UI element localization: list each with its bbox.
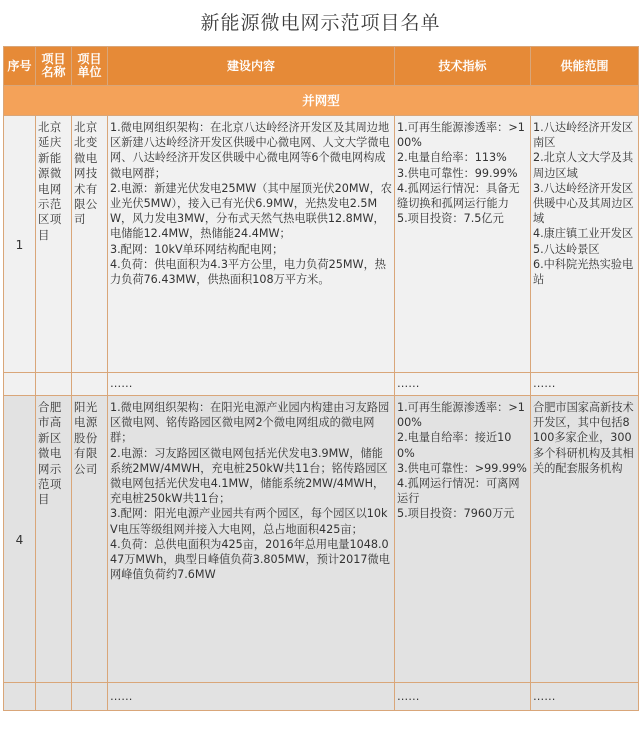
project-scope bbox=[531, 396, 639, 683]
project-name: 北京延庆新能源微电网示范区项目 bbox=[36, 116, 72, 373]
project-unit: 阳光电源股份有限公司 bbox=[72, 396, 108, 683]
header-content: 建设内容 bbox=[108, 47, 395, 86]
ellipsis: …… bbox=[531, 683, 639, 711]
ellipsis: …… bbox=[531, 373, 639, 396]
row-number: 1 bbox=[4, 116, 36, 373]
tech-line: 4.孤网运行情况：具备无缝切换和孤网运行能力 bbox=[397, 181, 520, 211]
content-line: 2.电源：新建光伏发电25MW（其中屋顶光伏20MW，农业光伏5MW），接入已有光伏6.9MW，光热发电2.5MW，风力发电3MW，分布式天然气热电联供12.8MW，电储能12.4MW，热储能24.4MW； bbox=[110, 181, 392, 241]
table-row bbox=[4, 116, 639, 373]
project-unit: 北京北变微电网技术有限公司 bbox=[72, 116, 108, 373]
ellipsis-row bbox=[4, 373, 639, 396]
ellipsis: …… bbox=[395, 683, 531, 711]
scope-line: 5.八达岭景区 bbox=[533, 242, 600, 256]
content-line: 2.电源：习友路园区微电网包括光伏发电3.9MW，储能系统2MW/4MWH，充电桩250kW共11台；铭传路园区微电网包括光伏发电4.1MW，储能系统2MW/4MWH，充电桩250kW共11台； bbox=[110, 446, 388, 506]
content-line: 1.微电网组织架构：在北京八达岭经济开发区及其周边地区新建八达岭经济开发区供暖中心微电网、人文大学微电网、八达岭经济开发区供暖中心微电网等6个微电网构成微电网群； bbox=[110, 121, 390, 180]
ellipsis: …… bbox=[108, 373, 395, 396]
tech-line: 1.可再生能源渗透率：>100% bbox=[397, 121, 525, 150]
scope-line: 6.中科院光热实验电站 bbox=[533, 257, 634, 287]
table-header-row bbox=[4, 47, 639, 86]
content-line: 1.微电网组织架构：在阳光电源产业园内构建由习友路园区微电网、铭传路园区微电网2个微电网组成的微电网群； bbox=[110, 401, 390, 445]
content-line: 3.配网：阳光电源产业园共有两个园区，每个园区以10kV电压等级组网并接入大电网，总占地面积425亩； bbox=[110, 507, 388, 536]
tech-line: 5.项目投资：7960万元 bbox=[397, 507, 515, 521]
scope-line: 3.八达岭经济开发区供暖中心及其周边区域 bbox=[533, 181, 634, 226]
ellipsis-row bbox=[4, 683, 639, 711]
scope-line: 合肥市国家高新技术开发区，其中包括8100多家企业，300多个科研机构及其相关的配套服务机构 bbox=[533, 401, 634, 475]
ellipsis: …… bbox=[108, 683, 395, 711]
project-table bbox=[3, 46, 639, 711]
project-content bbox=[108, 116, 395, 373]
project-content bbox=[108, 396, 395, 683]
tech-line: 5.项目投资：7.5亿元 bbox=[397, 212, 504, 226]
content-line: 4.负荷：供电面积为4.3平方公里，电力负荷25MW，热力负荷76.43MW，供热面积108万平方米。 bbox=[110, 257, 386, 287]
project-tech bbox=[395, 116, 531, 373]
project-name: 合肥市高新区微电网示范项目 bbox=[36, 396, 72, 683]
scope-line: 4.康庄镇工业开发区 bbox=[533, 227, 634, 241]
header-tech: 技术指标 bbox=[395, 47, 531, 86]
scope-line: 1.八达岭经济开发区南区 bbox=[533, 121, 634, 150]
project-tech bbox=[395, 396, 531, 683]
section-row bbox=[4, 86, 639, 116]
project-scope bbox=[531, 116, 639, 373]
row-number: 4 bbox=[4, 396, 36, 683]
header-no: 序号 bbox=[4, 47, 36, 86]
document-title: 新能源微电网示范项目名单 bbox=[200, 12, 441, 34]
header-scope: 供能范围 bbox=[531, 47, 639, 86]
tech-line: 3.供电可靠性：99.99% bbox=[397, 166, 518, 180]
tech-line: 1.可再生能源渗透率：>100% bbox=[397, 401, 525, 430]
table-row bbox=[4, 396, 639, 683]
tech-line: 2.电量自给率：接近100% bbox=[397, 431, 512, 460]
section-label: 并网型 bbox=[4, 86, 639, 116]
header-project-unit: 项目单位 bbox=[72, 47, 108, 86]
content-line: 4.负荷：总供电面积为425亩，2016年总用电量1048.047万MWh，典型日峰值负荷3.805MW，预计2017微电网峰值负荷约7.6MW bbox=[110, 537, 390, 582]
tech-line: 2.电量自给率：113% bbox=[397, 151, 507, 165]
tech-line: 4.孤网运行情况：可离网运行 bbox=[397, 477, 520, 506]
scope-line: 2.北京人文大学及其周边区域 bbox=[533, 151, 634, 180]
content-line: 3.配网：10kV单环网结构配电网； bbox=[110, 242, 284, 256]
header-project-name: 项目名称 bbox=[36, 47, 72, 86]
tech-line: 3.供电可靠性：>99.99% bbox=[397, 461, 527, 475]
ellipsis: …… bbox=[395, 373, 531, 396]
